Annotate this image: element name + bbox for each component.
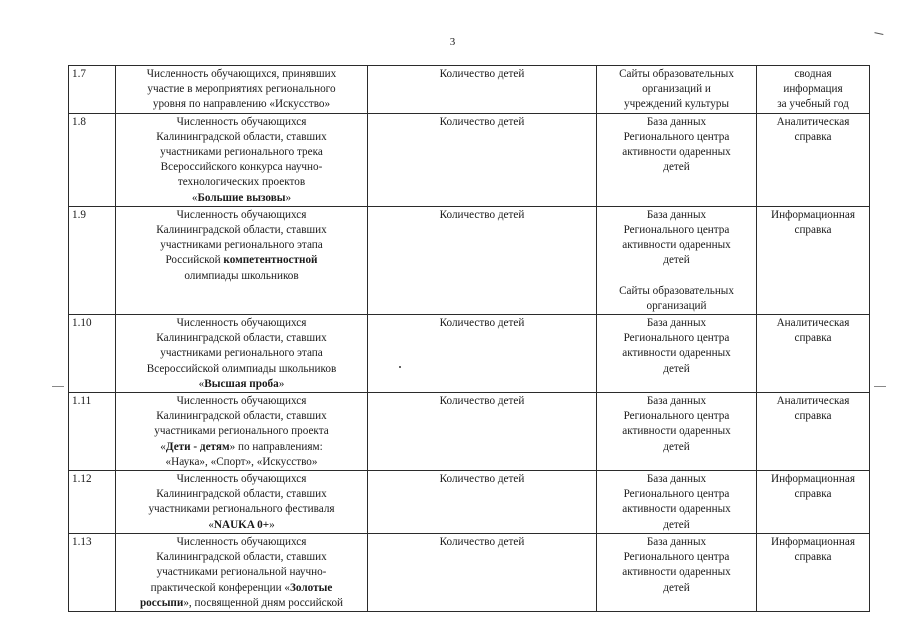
row-number: 1.10 [72,317,92,330]
report-form-line: за учебный год [777,98,849,111]
indicator-name-text: Калининградской области, ставших [156,224,327,237]
unit-cell [368,315,597,393]
indicator-name-line [119,82,364,97]
table-row [69,206,870,314]
indicator-name-line [119,253,364,268]
report-form-line: справка [794,488,832,501]
data-source-cell [597,315,757,393]
indicator-name-text: », посвященной дням российской [183,596,344,609]
data-source-line: активности одаренных [622,146,731,159]
table-row [69,471,870,534]
report-form-line: Информационная [771,535,855,548]
unit-cell [368,533,597,611]
indicator-name-text: » [285,191,292,204]
data-source-line: активности одаренных [622,566,731,579]
indicator-name-line [119,208,364,223]
indicator-name-line [119,269,364,284]
indicator-name-text: Численность обучающихся, принявших [146,68,337,80]
data-source-line: детей [663,518,690,531]
indicator-name-cell [116,471,368,534]
indicator-name-text: Калининградской области, ставших [156,410,327,423]
data-source-line: организаций [646,299,707,312]
indicator-name-text: технологических проектов [177,176,306,189]
data-source-line: детей [663,362,690,375]
indicator-name-line [119,160,364,175]
indicator-name-emphasis: компетентностной [223,254,318,267]
row-number: 1.13 [72,535,92,548]
indicator-name-line [119,115,364,130]
indicator-name-line [119,331,364,346]
data-source-line: База данных [646,317,707,330]
indicator-name-emphasis: Дети - детям [165,440,230,453]
indicator-name-line [119,424,364,439]
row-number: 1.12 [72,473,92,486]
indicator-name-line [119,362,364,377]
unit-cell [368,393,597,471]
report-form-line: справка [794,224,832,237]
indicator-name-line [119,130,364,145]
data-source-line: База данных [646,473,707,486]
indicator-name-cell [116,393,368,471]
indicator-name-text: участниками регионального трека [160,146,323,159]
indicator-name-text: участниками регионального этапа [160,347,323,360]
indicator-name-line [119,238,364,253]
indicator-name-text: Численность обучающихся [176,115,307,128]
indicator-name-text: « [191,191,198,204]
unit-text: Количество детей [439,535,525,548]
report-form-cell [757,471,870,534]
unit-text: Количество детей [439,115,525,128]
table-row [69,393,870,471]
report-form-cell [757,533,870,611]
indicator-name-line [119,377,364,392]
data-source-line: Регионального центра [623,488,730,501]
indicator-name-emphasis: Большие вызовы [197,191,286,204]
indicator-name-line [119,175,364,190]
scan-edge-mark-left [52,386,64,387]
report-form-cell [757,315,870,393]
row-number-cell [69,533,116,611]
data-source-line: Регионального центра [623,224,730,237]
data-source-line: детей [663,254,690,267]
unit-text: Количество детей [439,317,525,330]
unit-text: Количество детей [439,473,525,486]
report-form-cell [757,393,870,471]
row-number: 1.9 [72,208,86,221]
indicator-name-text: участниками регионального проекта [154,425,329,438]
report-form-line: справка [794,332,832,345]
indicators-table [68,65,870,612]
indicator-name-text: Численность обучающихся [176,395,307,408]
indicator-name-line [119,518,364,533]
data-source-line: База данных [646,395,707,408]
data-source-cell [597,113,757,206]
indicator-name-line [119,316,364,331]
unit-text: Количество детей [439,395,525,408]
data-source-line: активности одаренных [622,239,731,252]
report-form-line: Аналитическая [776,115,850,128]
indicator-name-text: уровня по направлению «Искусство» [152,98,331,111]
indicator-name-line [119,455,364,470]
indicator-name-line [119,346,364,361]
report-form-line: справка [794,130,832,143]
indicator-name-line [119,223,364,238]
indicator-name-text: участниками регионального этапа [160,239,323,252]
indicator-name-text: практической конференции « [150,581,291,594]
indicator-name-text: участие в мероприятиях регионального [147,83,336,96]
indicator-name-text: « [208,518,214,531]
indicator-name-text: Калининградской области, ставших [156,551,327,564]
unit-cell [368,471,597,534]
table-row [69,66,870,114]
indicator-name-emphasis: Высшая проба [204,377,279,390]
indicator-name-text: «Наука», «Спорт», «Искусство» [165,455,318,468]
indicator-name-emphasis: NAUKA 0+ [213,518,270,531]
report-form-cell [757,66,870,114]
indicator-name-line [119,394,364,409]
indicator-name-text: » по направлениям: [229,440,323,453]
indicator-name-line [119,145,364,160]
indicator-name-text: Всероссийской олимпиады школьников [146,362,337,375]
indicator-name-text: Численность обучающихся [176,535,307,548]
data-source-cell [597,393,757,471]
data-source-gap [600,269,753,284]
data-source-cell [597,66,757,114]
indicator-name-text: Численность обучающихся [176,473,307,486]
data-source-cell [597,471,757,534]
indicator-name-text: Калининградской области, ставших [156,488,327,501]
report-form-line: Аналитическая [776,395,850,408]
report-form-line: Аналитическая [776,317,850,330]
row-number: 1.8 [72,115,86,128]
indicator-name-cell [116,315,368,393]
indicator-name-line [119,581,364,596]
indicator-name-line [119,191,364,206]
data-source-line: активности одаренных [622,347,731,360]
indicator-name-text: участниками региональной научно- [156,566,327,579]
indicator-name-cell [116,113,368,206]
report-form-line: справка [794,410,832,423]
indicator-name-line [119,97,364,112]
indicator-name-text: « [160,440,166,453]
data-source-line: детей [663,161,690,174]
row-number-cell [69,206,116,314]
row-number-cell [69,113,116,206]
indicator-name-line [119,550,364,565]
data-source-line: Регионального центра [623,551,730,564]
report-form-cell [757,206,870,314]
row-number-cell [69,471,116,534]
indicator-name-line [119,565,364,580]
indicators-table-body [69,66,870,612]
indicator-name-text: » [269,518,275,531]
row-number-cell [69,393,116,471]
indicator-name-line [119,472,364,487]
data-source-cell [597,533,757,611]
data-source-line: Сайты образовательных [619,68,734,80]
indicator-name-text: участниками регионального фестиваля [148,503,335,516]
indicator-name-emphasis: Золотые [290,581,333,594]
report-form-line: информация [783,83,843,96]
indicator-name-line [119,596,364,611]
data-source-line: активности одаренных [622,425,731,438]
data-source-line: организаций и [642,83,711,96]
data-source-line: База данных [646,208,707,221]
unit-cell [368,113,597,206]
data-source-cell [597,206,757,314]
indicator-name-line [119,487,364,502]
table-row [69,113,870,206]
data-source-line: детей [663,440,690,453]
report-form-line: справка [794,551,832,564]
report-form-line: Информационная [771,208,855,221]
report-form-line: сводная [794,68,832,80]
indicator-name-cell [116,533,368,611]
scan-edge-mark-right [874,386,886,387]
page-number: 3 [449,36,456,48]
unit-cell [368,66,597,114]
unit-text: Количество детей [439,68,525,80]
data-source-line: База данных [646,115,707,128]
report-form-cell [757,113,870,206]
indicator-name-line [119,535,364,550]
report-form-line: Информационная [771,473,855,486]
indicator-name-text: Калининградской области, ставших [156,332,327,345]
data-source-line: Сайты образовательных [619,284,734,297]
indicator-name-cell [116,206,368,314]
indicator-name-line [119,409,364,424]
data-source-line: Регионального центра [623,332,730,345]
indicator-name-text: Всероссийского конкурса научно- [160,161,323,174]
indicator-name-text: Российской [165,254,224,267]
indicator-name-cell [116,66,368,114]
table-row [69,315,870,393]
indicator-name-text: « [198,377,205,390]
indicator-name-line [119,502,364,517]
indicator-name-emphasis: россыпи [139,596,184,609]
data-source-line: База данных [646,535,707,548]
indicator-name-line [119,67,364,82]
indicator-name-text: Калининградской области, ставших [156,130,327,143]
table-row [69,533,870,611]
row-number: 1.7 [72,68,86,80]
row-number: 1.11 [72,395,92,408]
indicator-name-text: Численность обучающихся [176,317,307,330]
data-source-line: учреждений культуры [623,98,729,111]
data-source-line: активности одаренных [622,503,731,516]
data-source-line: Регионального центра [623,410,730,423]
indicator-name-text: Численность обучающихся [176,208,307,221]
data-source-line: Регионального центра [623,130,730,143]
indicator-name-text: » [278,377,285,390]
indicator-name-line [119,440,364,455]
row-number-cell [69,66,116,114]
data-source-line: детей [663,581,690,594]
unit-cell [368,206,597,314]
unit-text: Количество детей [439,208,525,221]
indicator-name-text: олимпиады школьников [184,269,299,282]
row-number-cell [69,315,116,393]
